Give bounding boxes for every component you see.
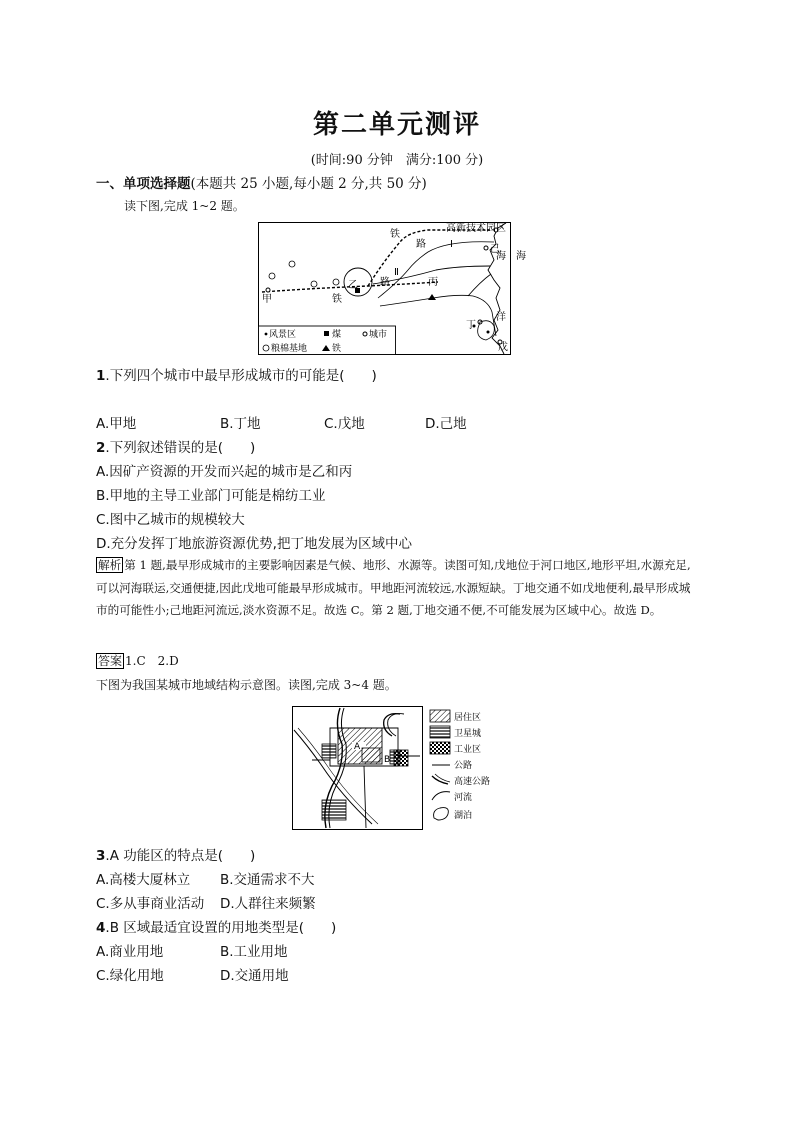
question-3-number: 3 <box>96 848 106 864</box>
regional-map-figure <box>258 222 526 355</box>
legend-road: 公路 <box>454 761 473 771</box>
map2-legend <box>430 710 490 821</box>
city-ji-marker <box>484 246 488 250</box>
label-wu: 戊 <box>498 342 508 353</box>
question-1-number: 1 <box>96 368 106 384</box>
label-hitech: 高新技术园区 <box>446 223 506 234</box>
legend-lake: 湖泊 <box>454 811 473 821</box>
q1-option-a: A.甲地 <box>96 416 137 432</box>
regional-map <box>258 222 526 355</box>
explanation-block <box>96 554 696 622</box>
city-structure-figure <box>292 706 512 830</box>
label-sea: 海 <box>516 251 526 262</box>
legend-expressway: 高速公路 <box>454 777 491 787</box>
question-4-text: .B 区域最适宜设置的用地类型是( ) <box>105 920 337 936</box>
q3-option-c: C.多从事商业活动 <box>96 896 205 912</box>
q2-option-b: B.甲地的主导工业部门可能是棉纺工业 <box>96 488 326 504</box>
exam-time-score: (时间:90 分钟 满分:100 分) <box>310 153 484 168</box>
question-3 <box>96 844 255 864</box>
q3-option-d: D.人群往来频繁 <box>220 896 316 912</box>
legend-residential: 居住区 <box>454 713 482 723</box>
label-ocean: 洋 <box>496 312 506 323</box>
map1-legend <box>259 326 396 355</box>
label-jia: 甲 <box>262 294 272 305</box>
legend-city: 城市 <box>369 330 388 340</box>
q1-option-b: B.丁地 <box>220 416 261 432</box>
legend-satellite: 卫星城 <box>454 729 482 739</box>
q2-option-a: A.因矿产资源的开发而兴起的城市是乙和丙 <box>96 464 353 480</box>
question-2-number: 2 <box>96 440 106 456</box>
section-name: 单项选择题 <box>123 176 191 192</box>
q3-option-a: A.高楼大厦林立 <box>96 872 191 888</box>
legend-scenic: 风景区 <box>269 330 297 340</box>
q4-option-a: A.商业用地 <box>96 944 164 960</box>
label-tie1: 铁 <box>390 229 400 240</box>
page-title: 第二单元测评 <box>312 110 481 140</box>
residential-block-2 <box>362 748 380 762</box>
legend-industrial: 工业区 <box>454 745 482 755</box>
label-b: B <box>384 755 391 765</box>
label-lu2: 路 <box>380 277 390 288</box>
label-ji: 己 <box>490 244 500 255</box>
answer-tag: 答案 <box>98 654 123 668</box>
label-bing: 丙 <box>428 277 438 288</box>
residential-block <box>322 744 336 758</box>
q3-option-b: B.交通需求不大 <box>220 872 315 888</box>
intro-q3-4: 下图为我国某城市地域结构示意图。读图,完成 3~4 题。 <box>96 678 397 692</box>
section-number: 一、 <box>96 176 123 192</box>
question-1 <box>96 364 377 384</box>
question-1-text: .下列四个城市中最早形成城市的可能是( ) <box>105 368 377 384</box>
answer-text: 1.C 2.D <box>125 654 179 668</box>
q2-option-d: D.充分发挥丁地旅游资源优势,把丁地发展为区域中心 <box>96 536 412 552</box>
answer-block <box>96 652 179 669</box>
industrial-zone <box>394 750 408 766</box>
label-yi: 乙 <box>348 280 358 291</box>
q1-option-d: D.己地 <box>425 416 467 432</box>
legend-river: 河流 <box>454 793 473 803</box>
city-jia-marker <box>266 288 270 292</box>
question-4-number: 4 <box>96 920 106 936</box>
question-2 <box>96 436 255 456</box>
label-a: A <box>354 742 361 752</box>
question-4 <box>96 916 336 936</box>
label-tie2: 铁 <box>332 294 342 305</box>
city-structure-diagram <box>292 706 512 830</box>
q4-option-d: D.交通用地 <box>220 968 289 984</box>
q4-option-c: C.绿化用地 <box>96 968 164 984</box>
intro-q1-2: 读下图,完成 1~2 题。 <box>124 199 245 213</box>
section-rules: (本题共 25 小题,每小题 2 分,共 50 分) <box>190 176 427 192</box>
legend-iron: 铁 <box>332 344 342 354</box>
q2-option-c: C.图中乙城市的规模较大 <box>96 512 245 528</box>
question-3-text: .A 功能区的特点是( ) <box>105 848 256 864</box>
satellite-town <box>322 800 346 820</box>
legend-grain: 粮棉基地 <box>271 344 308 354</box>
label-lu1: 路 <box>416 239 426 250</box>
label-roman1: I <box>450 239 453 250</box>
explanation-tag: 解析 <box>98 558 122 572</box>
label-sea-inside: 海 <box>496 251 506 262</box>
question-2-text: .下列叙述错误的是( ) <box>105 440 256 456</box>
q4-option-b: B.工业用地 <box>220 944 288 960</box>
label-ding: 丁 <box>466 320 476 331</box>
q1-option-c: C.戊地 <box>324 416 365 432</box>
label-roman2: Ⅱ <box>394 267 399 278</box>
section-heading <box>96 172 427 192</box>
legend-coal: 煤 <box>332 330 342 340</box>
explanation-text: 第 1 题,最早形成城市的主要影响因素是气候、地形、水源等。读图可知,戊地位于河口地区,地形平坦,水源充足,可以河海联运,交通便捷,因此戊地可能最早形成城市。甲地距河流较远,水源短缺。丁地交通不如戊地便利,最早形成城市的可能性小;己地距河流远,淡水资源不足。故选 C。第 2 题,丁地交通不便,不可能发展为区域中心。故选 D。 <box>96 558 691 617</box>
